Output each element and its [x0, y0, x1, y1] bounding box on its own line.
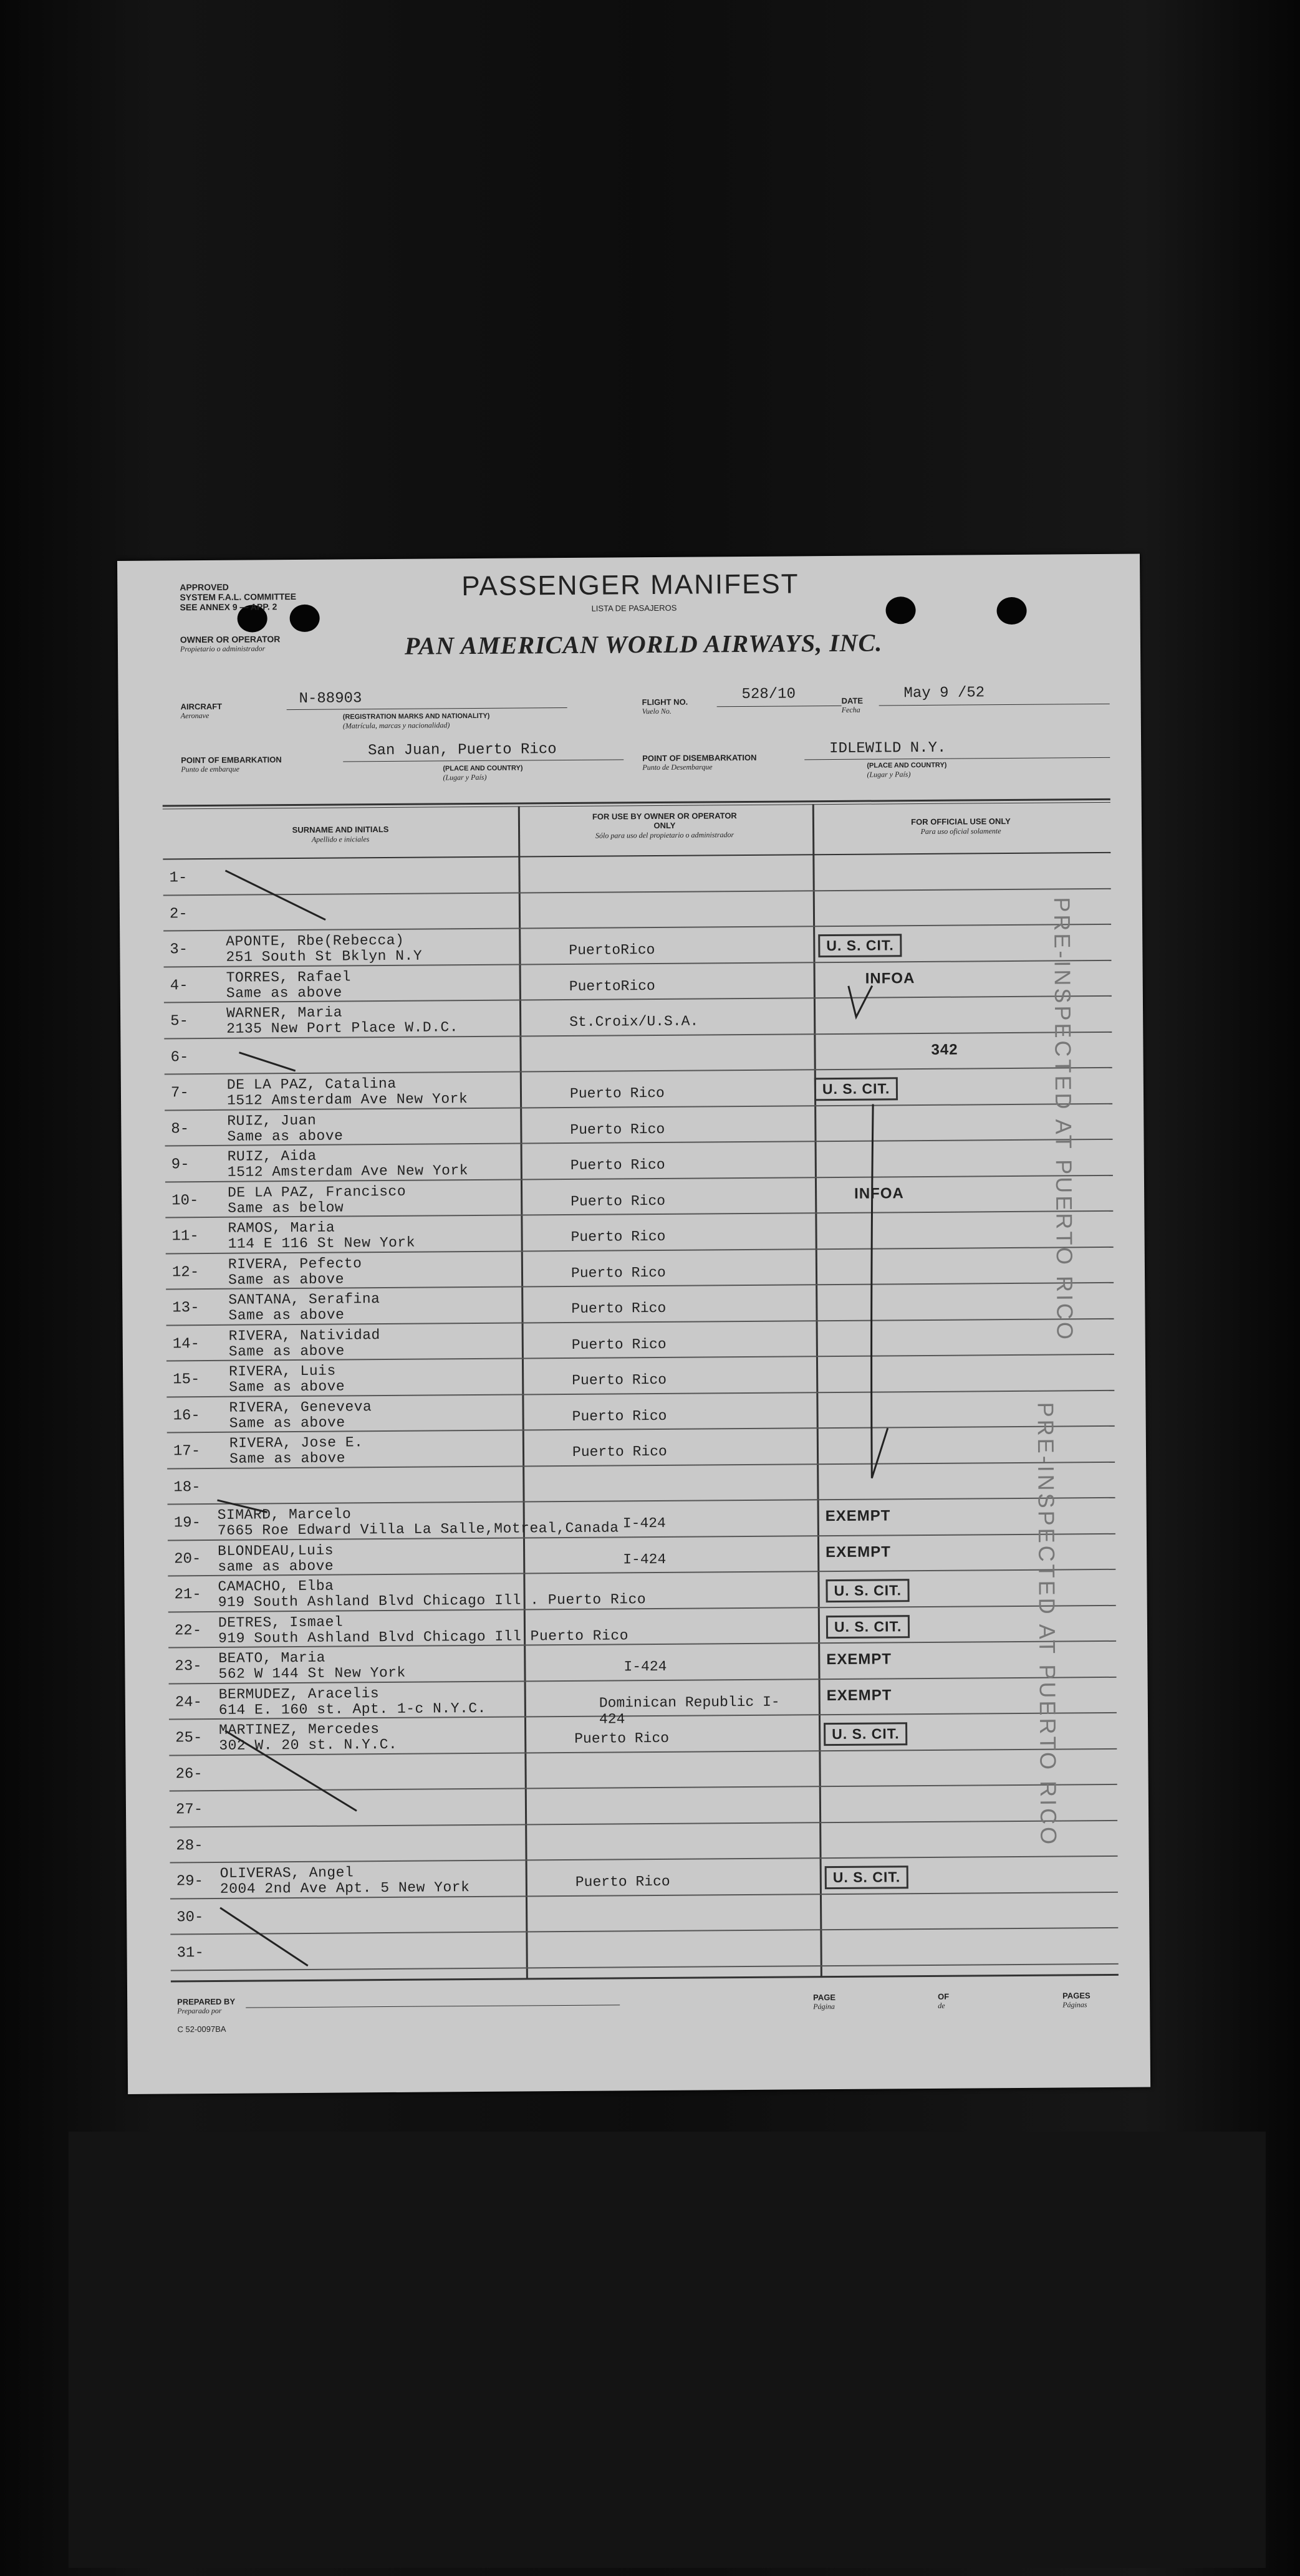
- row-number: 7-: [170, 1085, 189, 1102]
- row-number: 4-: [170, 977, 188, 994]
- row-number: 10-: [171, 1192, 199, 1209]
- row-number: 13-: [172, 1300, 200, 1317]
- owner-use-entry: St.Croix/U.S.A.: [569, 1013, 699, 1030]
- passenger-address: Same as above: [229, 1414, 345, 1432]
- airline-name: PAN AMERICAN WORLD AIRWAYS, INC.: [404, 628, 883, 660]
- row-number: 2-: [169, 905, 188, 922]
- prepared-by-label: PREPARED BY Preparado por: [177, 1996, 236, 2016]
- us-citizen-stamp: U. S. CIT.: [825, 1865, 909, 1889]
- passenger-name: DETRES, Ismael: [218, 1614, 344, 1631]
- column-header-owner: FOR USE BY OWNER OR OPERATOR ONLY Sólo para uso del propietario o administrador: [592, 811, 737, 840]
- passenger-address: 562 W 144 St New York: [218, 1664, 406, 1682]
- row-number: 24-: [175, 1693, 203, 1711]
- infoa-mark: INFOA: [865, 969, 915, 987]
- row-number: 23-: [175, 1658, 202, 1675]
- us-citizen-stamp: U. S. CIT.: [826, 1615, 910, 1639]
- passenger-name: WARNER, Maria: [226, 1004, 343, 1022]
- form-number: C 52-0097BA: [177, 2024, 226, 2034]
- row-number: 5-: [170, 1013, 189, 1030]
- strike-line-rows-26-28: [225, 1730, 357, 1811]
- strike-line-rows-30-31: [220, 1907, 308, 1966]
- owner-operator-label-es: Propietario o administrador: [180, 644, 266, 654]
- passenger-name: RUIZ, Aida: [227, 1147, 317, 1165]
- passenger-address: 2004 2nd Ave Apt. 5 New York: [219, 1879, 470, 1897]
- aircraft-value: N-88903: [299, 690, 362, 707]
- disembarkation-note: (PLACE AND COUNTRY) (Lugar y País): [867, 761, 947, 779]
- passenger-address: Same as below: [228, 1199, 344, 1217]
- passenger-address: same as above: [218, 1558, 334, 1575]
- us-citizen-stamp: U. S. CIT.: [814, 1077, 898, 1101]
- bracket-mark-rows-7-17: [869, 1104, 888, 1478]
- row-number: 8-: [171, 1120, 190, 1137]
- passenger-address: Same as above: [229, 1378, 345, 1396]
- owner-operator-label: OWNER OR OPERATOR: [180, 634, 281, 645]
- owner-use-entry: Puerto Rico: [572, 1407, 667, 1425]
- owner-use-entry: Puerto Rico: [571, 1336, 667, 1353]
- passenger-name: RUIZ, Juan: [227, 1112, 317, 1129]
- row-number: 26-: [175, 1765, 203, 1783]
- passenger-name: DE LA PAZ, Francisco: [227, 1183, 407, 1201]
- row-number: 22-: [174, 1622, 202, 1639]
- passenger-address: 919 South Ashland Blvd Chicago Ill . Puerto Rico: [218, 1591, 647, 1611]
- passenger-address: 114 E 116 St New York: [228, 1234, 416, 1252]
- passenger-address: 7665 Roe Edward Villa La Salle,Motreal,Canada: [217, 1520, 619, 1539]
- passenger-name: BLONDEAU,Luis: [218, 1542, 334, 1559]
- row-number: 14-: [172, 1335, 200, 1353]
- passenger-name: MARTINEZ, Mercedes: [219, 1721, 380, 1738]
- exempt-stamp: EXEMPT: [826, 1543, 891, 1561]
- of-label: OF de: [938, 1991, 950, 2010]
- owner-use-entry: Puerto Rico: [572, 1371, 667, 1389]
- passenger-name: SANTANA, Serafina: [228, 1291, 380, 1308]
- passenger-name: RIVERA, Luis: [228, 1362, 336, 1380]
- date-label: DATE Fecha: [841, 696, 864, 714]
- owner-use-entry: Puerto Rico: [571, 1192, 666, 1210]
- aircraft-note: (REGISTRATION MARKS AND NATIONALITY) (Matrícula, marcas y nacionalidad): [342, 712, 490, 730]
- row-number: 29-: [176, 1873, 204, 1890]
- embarkation-label: POINT OF EMBARKATION Punto de embarque: [181, 755, 282, 774]
- owner-use-entry: Dominican Republic I-424: [599, 1693, 780, 1728]
- row-number: 3-: [170, 941, 188, 959]
- row-number: 27-: [175, 1801, 203, 1819]
- date-value: May 9 /52: [903, 684, 985, 702]
- us-citizen-stamp: U. S. CIT.: [818, 934, 902, 957]
- document-title: PASSENGER MANIFEST: [461, 568, 799, 602]
- row-number: 17-: [173, 1443, 201, 1460]
- film-frame-band: [69, 2132, 1266, 2568]
- column-header-surname: SURNAME AND INITIALS Apellido e iniciales: [292, 824, 389, 844]
- row-number: 12-: [171, 1263, 200, 1281]
- owner-use-entry: Puerto Rico: [571, 1228, 666, 1245]
- owner-use-entry: Puerto Rico: [570, 1121, 665, 1138]
- row-number: 31-: [176, 1945, 204, 1962]
- passenger-address: Same as above: [228, 1270, 345, 1288]
- manifest-document: [117, 554, 1150, 2094]
- passenger-name: RAMOS, Maria: [228, 1219, 335, 1237]
- owner-use-entry: I-424: [622, 1515, 666, 1532]
- check-mark-row-4: [849, 986, 872, 1017]
- owner-use-entry: Puerto Rico: [570, 1156, 665, 1174]
- us-citizen-stamp: U. S. CIT.: [824, 1722, 908, 1746]
- passenger-address: 1512 Amsterdam Ave New York: [227, 1162, 469, 1180]
- passenger-address: Same as above: [228, 1306, 345, 1324]
- passenger-name: CAMACHO, Elba: [218, 1578, 334, 1595]
- owner-use-entry: Puerto Rico: [574, 1730, 670, 1747]
- passenger-name: RIVERA, Natividad: [228, 1326, 380, 1344]
- infoa-mark: INFOA: [854, 1184, 904, 1202]
- row-number: 18-: [173, 1478, 201, 1496]
- row-number: 28-: [176, 1837, 203, 1854]
- passenger-name: APONTE, Rbe(Rebecca): [226, 932, 405, 950]
- strike-marks: [117, 554, 1150, 2094]
- approved-line-3: SEE ANNEX 9 — APP. 2: [180, 601, 277, 613]
- column-header-official: FOR OFFICIAL USE ONLY Para uso oficial solamente: [911, 816, 1011, 836]
- owner-use-entry: PuertoRico: [569, 941, 655, 959]
- owner-use-entry: Puerto Rico: [571, 1264, 666, 1281]
- row-number: 30-: [176, 1908, 204, 1926]
- passenger-address: Same as above: [227, 1127, 344, 1145]
- exempt-stamp: EXEMPT: [825, 1507, 891, 1525]
- embarkation-value: San Juan, Puerto Rico: [368, 741, 557, 760]
- row-number: 1-: [169, 869, 188, 887]
- strike-line-rows-1-2: [225, 870, 325, 921]
- row-number: 15-: [173, 1371, 200, 1389]
- approved-line-2: SYSTEM F.A.L. COMMITTEE: [180, 591, 297, 603]
- owner-use-entry: Puerto Rico: [571, 1300, 667, 1317]
- passenger-name: RIVERA, Pefecto: [228, 1255, 362, 1273]
- exempt-stamp: EXEMPT: [826, 1650, 892, 1669]
- row-number: 25-: [175, 1730, 203, 1747]
- row-number: 6-: [170, 1048, 189, 1066]
- disembarkation-label: POINT OF DISEMBARKATION Punto de Desembarque: [642, 752, 757, 772]
- page-label: PAGE Página: [813, 1993, 836, 2011]
- row-number: 11-: [171, 1228, 199, 1245]
- owner-use-entry: I-424: [624, 1658, 667, 1675]
- flight-label: FLIGHT NO. Vuelo No.: [642, 697, 688, 716]
- pre-inspected-stamp-2: PRE-INSPECTED AT PUERTO RICO: [1033, 1402, 1062, 1847]
- passenger-name: SIMARD, Marcelo: [217, 1506, 352, 1523]
- passenger-name: RIVERA, Jose E.: [229, 1434, 364, 1452]
- passenger-name: DE LA PAZ, Catalina: [226, 1075, 397, 1093]
- passenger-name: BERMUDEZ, Aracelis: [218, 1685, 380, 1703]
- passenger-address: 1512 Amsterdam Ave New York: [226, 1091, 468, 1109]
- row-number: 19-: [173, 1515, 201, 1532]
- strike-line-row-18: [218, 1500, 267, 1513]
- passenger-address: 251 South St Bklyn N.Y: [226, 947, 423, 965]
- disembarkation-value: IDLEWILD N.Y.: [829, 739, 946, 758]
- row-number: 16-: [173, 1407, 200, 1424]
- passenger-name: BEATO, Maria: [218, 1649, 326, 1667]
- owner-use-entry: Puerto Rico: [569, 1085, 665, 1102]
- us-citizen-stamp: U. S. CIT.: [826, 1579, 910, 1602]
- passenger-name: OLIVERAS, Angel: [219, 1864, 354, 1882]
- exempt-stamp: EXEMPT: [826, 1686, 892, 1704]
- document-subtitle: LISTA DE PASAJEROS: [591, 603, 677, 613]
- aircraft-label: AIRCRAFT Aeronave: [180, 701, 223, 721]
- handwritten-number: 342: [931, 1041, 958, 1058]
- passenger-address: 2135 New Port Place W.D.C.: [226, 1019, 459, 1037]
- embarkation-note: (PLACE AND COUNTRY) (Lugar y País): [443, 764, 523, 782]
- passenger-name: TORRES, Rafael: [226, 968, 351, 986]
- passenger-address: 302 W. 20 st. N.Y.C.: [219, 1736, 398, 1754]
- row-number: 20-: [174, 1550, 201, 1568]
- strike-line-row-6: [239, 1052, 296, 1071]
- passenger-address: Same as above: [228, 1342, 345, 1360]
- approved-line-1: APPROVED: [180, 582, 229, 593]
- owner-use-entry: Puerto Rico: [572, 1443, 667, 1460]
- row-number: 21-: [174, 1586, 201, 1604]
- owner-use-entry: Puerto Rico: [575, 1873, 670, 1890]
- flight-value: 528/10: [741, 686, 796, 704]
- passenger-address: Same as above: [229, 1450, 346, 1467]
- owner-use-entry: I-424: [623, 1551, 667, 1568]
- passenger-address: 919 South Ashland Blvd Chicago Ill Puerto Rico: [218, 1627, 629, 1647]
- owner-use-entry: PuertoRico: [569, 977, 655, 995]
- row-number: 9-: [171, 1156, 190, 1174]
- passenger-name: RIVERA, Geneveva: [229, 1398, 372, 1416]
- pages-label: PAGES Páginas: [1062, 1991, 1091, 2009]
- passenger-address: Same as above: [226, 984, 342, 1002]
- pre-inspected-stamp-1: PRE-INSPECTED AT PUERTO RICO: [1049, 897, 1078, 1343]
- passenger-address: 614 E. 160 st. Apt. 1-c N.Y.C.: [218, 1700, 487, 1718]
